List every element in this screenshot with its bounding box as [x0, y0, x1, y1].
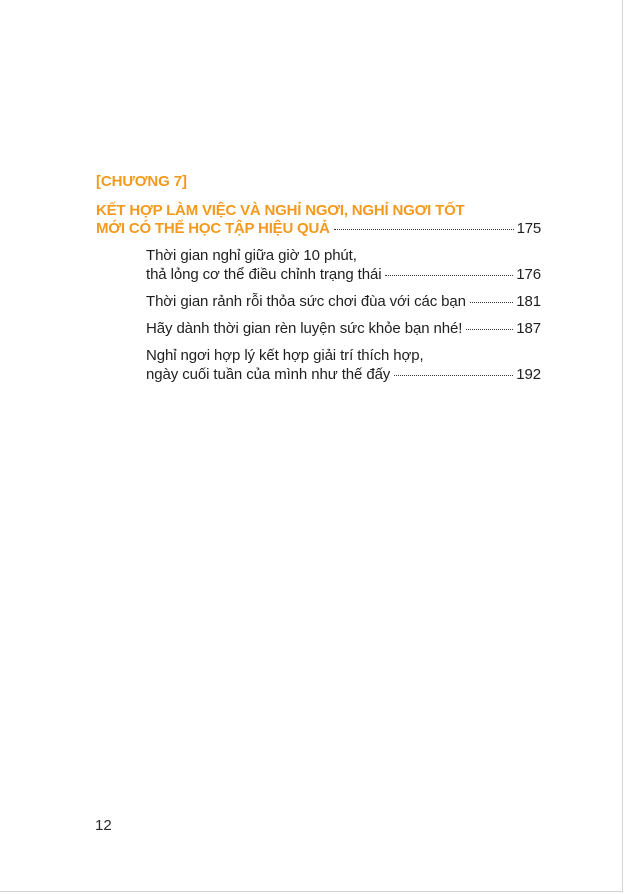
toc-entry-line-2: ngày cuối tuần của mình như thế đấy	[146, 366, 391, 383]
chapter-title-line-1: KẾT HỢP LÀM VIỆC VÀ NGHỈ NGƠI, NGHỈ NGƠI TỐT	[96, 202, 465, 219]
toc-entry-row	[146, 292, 541, 311]
toc-entry-line-1: Nghỉ ngơi hợp lý kết hợp giải trí thích hợp,	[146, 347, 424, 364]
dot-leader	[470, 302, 513, 303]
toc-entry	[146, 319, 541, 338]
chapter-label: [CHƯƠNG 7]	[96, 173, 187, 190]
toc-entry	[146, 292, 541, 311]
toc-entry	[146, 346, 541, 384]
toc-entry-page-number: 187	[516, 320, 541, 337]
toc-entry-page-number: 181	[516, 293, 541, 310]
toc-entries	[96, 246, 541, 384]
chapter-page-number: 175	[516, 220, 541, 237]
toc-entry-line-2: thả lỏng cơ thể điều chỉnh trạng thái	[146, 266, 382, 283]
dot-leader	[466, 329, 513, 330]
chapter-title-line-2: MỚI CÓ THỂ HỌC TẬP HIỆU QUẢ	[96, 220, 330, 237]
toc-entry-line-1: Thời gian nghỉ giữa giờ 10 phút,	[146, 247, 357, 264]
toc-entry-page-number: 176	[516, 266, 541, 283]
toc-entry-line-1: Hãy dành thời gian rèn luyện sức khỏe bạn nhé!	[146, 320, 463, 337]
chapter-title	[96, 202, 541, 238]
dot-leader	[385, 275, 513, 276]
toc-entry-row	[146, 265, 541, 284]
dot-leader	[334, 229, 514, 230]
dot-leader	[394, 375, 513, 376]
toc-entry	[146, 246, 541, 284]
chapter-title-line-2-row	[96, 220, 541, 238]
toc-entry-row	[146, 319, 541, 338]
table-of-contents	[96, 173, 541, 392]
page-number: 12	[95, 817, 112, 834]
toc-entry-line-1: Thời gian rảnh rỗi thỏa sức chơi đùa với các bạn	[146, 293, 466, 310]
toc-entry-page-number: 192	[516, 366, 541, 383]
toc-entry-row	[146, 365, 541, 384]
